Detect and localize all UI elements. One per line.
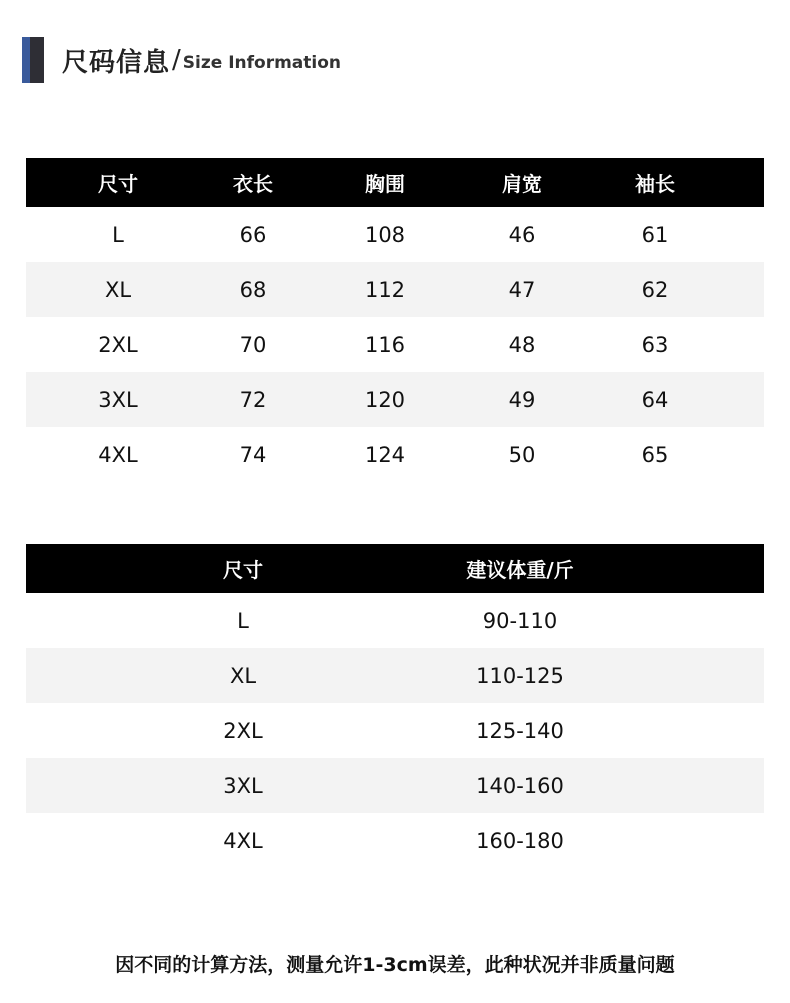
table-cell: 4XL <box>223 828 263 853</box>
table-cell: 50 <box>508 442 536 467</box>
table-cell: 66 <box>239 222 267 247</box>
table-row <box>26 372 764 427</box>
table-cell: 2XL <box>98 332 138 357</box>
table-cell: 62 <box>641 277 669 302</box>
table-cell: 46 <box>508 222 536 247</box>
size-measurement-table <box>26 158 764 482</box>
header-cell-length: 衣长 <box>233 172 273 196</box>
table-row <box>26 813 764 868</box>
table-cell: L <box>237 608 249 633</box>
table-cell: 61 <box>641 222 669 247</box>
table-cell: 70 <box>239 332 267 357</box>
table-row <box>26 317 764 372</box>
header-cell-shoulder: 肩宽 <box>502 172 542 196</box>
accent-bar-blue <box>22 37 30 83</box>
table-row <box>26 593 764 648</box>
table-cell: 64 <box>641 387 669 412</box>
table-row <box>26 427 764 482</box>
table-row <box>26 758 764 813</box>
table-cell: 125-140 <box>476 718 564 743</box>
table-cell: XL <box>229 663 257 688</box>
table-row <box>26 703 764 758</box>
table-cell: L <box>112 222 124 247</box>
table-cell: 90-110 <box>482 608 558 633</box>
table-cell: 49 <box>508 387 536 412</box>
accent-bar-dark <box>30 37 44 83</box>
table-cell: 63 <box>641 332 669 357</box>
table-header-row <box>26 544 764 593</box>
table-cell: 68 <box>239 277 267 302</box>
table-cell: 65 <box>641 442 669 467</box>
table-cell: 160-180 <box>476 828 564 853</box>
table-cell: 4XL <box>98 442 138 467</box>
weight-recommendation-table <box>26 544 764 868</box>
table-cell: XL <box>104 277 132 302</box>
section-header <box>22 37 341 83</box>
table-cell: 112 <box>364 277 406 302</box>
table-cell: 47 <box>508 277 536 302</box>
table-cell: 120 <box>364 387 406 412</box>
table-cell: 74 <box>239 442 267 467</box>
table-header-row <box>26 158 764 207</box>
table-cell: 3XL <box>223 773 263 798</box>
table-cell: 2XL <box>223 718 263 743</box>
table-cell: 108 <box>364 222 406 247</box>
table-cell: 110-125 <box>476 663 564 688</box>
section-title-en: Size Information <box>182 53 342 73</box>
header-cell-weight: 建议体重/斤 <box>466 558 574 582</box>
table-cell: 72 <box>239 387 267 412</box>
header-cell-sleeve: 袖长 <box>635 172 675 196</box>
measurement-disclaimer: 因不同的计算方法，测量允许1-3cm误差，此种状况并非质量问题 <box>115 954 675 976</box>
section-title-cn: 尺码信息 <box>62 47 171 78</box>
header-cell-size: 尺寸 <box>223 558 263 582</box>
header-cell-chest: 胸围 <box>365 172 405 196</box>
header-cell-size: 尺寸 <box>98 172 138 196</box>
table-cell: 116 <box>364 332 406 357</box>
table-cell: 3XL <box>98 387 138 412</box>
title-separator: / <box>172 45 181 75</box>
table-row <box>26 648 764 703</box>
table-row <box>26 207 764 262</box>
table-row <box>26 262 764 317</box>
table-cell: 124 <box>364 442 406 467</box>
table-cell: 48 <box>508 332 536 357</box>
table-cell: 140-160 <box>476 773 564 798</box>
